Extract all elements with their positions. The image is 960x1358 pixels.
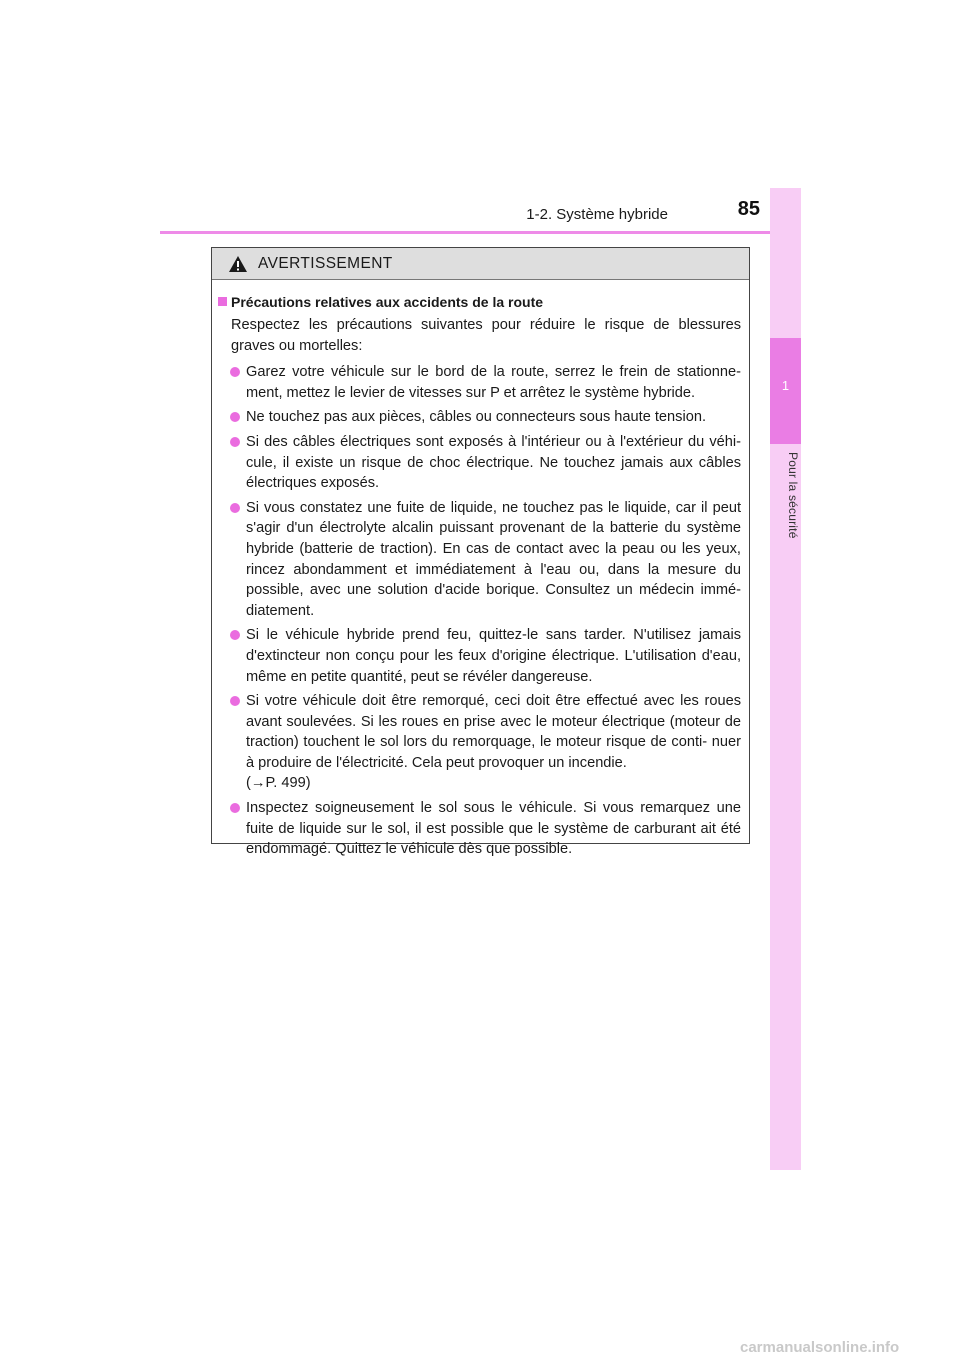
list-item-text: Garez votre véhicule sur le bord de la route, serrez le frein de stationne- ment, mettez le levier de vitesses sur P et arrêtez le système hybride. <box>246 364 741 401</box>
chapter-number: 1 <box>781 378 790 393</box>
watermark: carmanualsonline.info <box>740 1339 900 1356</box>
list-item-text <box>246 691 741 794</box>
page-reference-link[interactable]: (→P. 499) <box>246 775 311 792</box>
bullet-dot-icon <box>230 412 240 422</box>
warning-box <box>211 247 750 858</box>
bullet-dot-icon <box>230 367 240 377</box>
list-item <box>230 691 741 794</box>
list-item-text: Si le véhicule hybride prend feu, quittez-le sans tarder. N'utilisez jamais d'extincteur non conçu pour les feux d'origine électrique. L'utilisation d'eau, même en petite quantité, peut se révéler dangereuse. <box>246 627 741 685</box>
list-item-text: Inspectez soigneusement le sol sous le véhicule. Si vous remarquez une fuite de liquide sur le sol, il est possible que le système de carburant ait été endommagé. Quittez le véhicule dès que possible. <box>246 800 741 858</box>
section-intro: Respectez les précautions suivantes pour réduire le risque de blessures graves ou mortelles: <box>231 317 741 354</box>
list-item-text: Ne touchez pas aux pièces, câbles ou connecteurs sous haute tension. <box>246 409 706 426</box>
list-item <box>230 362 741 403</box>
bullet-dot-icon <box>230 437 240 447</box>
section-title: 1-2. Système hybride <box>526 206 668 223</box>
list-item <box>230 432 741 494</box>
bullet-dot-icon <box>230 803 240 813</box>
chapter-side-tab <box>770 188 801 1170</box>
warning-header <box>212 248 749 280</box>
warning-title: AVERTISSEMENT <box>258 254 393 272</box>
list-item-text: Si vous constatez une fuite de liquide, ne touchez pas le liquide, car il peut s'agir d'un électrolyte alcalin puissant provenant de la batterie du système hybride (batterie de traction). En cas de contact avec la peau ou les yeux, rincez abondamment et immédiatement à l'eau ou, dans la mesure du possible, avec une solution d'acide borique. Consultez un médecin immé- diatement. <box>246 499 741 619</box>
list-item-text: Si des câbles électriques sont exposés à l'intérieur ou à l'extérieur du véhi- cule, il existe un risque de choc électrique. Ne touchez jamais aux câbles électriques exposés. <box>246 433 741 492</box>
list-item <box>230 498 741 622</box>
list-item <box>230 407 741 428</box>
precaution-list <box>216 362 741 860</box>
header-divider <box>160 231 800 234</box>
bullet-dot-icon <box>230 630 240 640</box>
list-item <box>230 798 741 860</box>
square-bullet-icon <box>218 297 227 306</box>
bullet-dot-icon <box>230 503 240 513</box>
bullet-dot-icon <box>230 696 240 706</box>
list-item-body: Si votre véhicule doit être remorqué, ceci doit être effectué avec les roues avant soulevées. Si les roues en prise avec le moteur électrique (moteur de traction) touchent le sol lors du remorquage, le moteur risque de conti- nuer à produire de l'électricité. Cela peut provoquer un incendie. <box>246 693 741 771</box>
warning-triangle-icon <box>228 255 248 273</box>
warning-section <box>212 280 749 860</box>
section-heading-text: Précautions relatives aux accidents de la route <box>231 294 544 310</box>
chapter-label: Pour la sécurité <box>786 452 800 539</box>
section-heading <box>216 292 741 312</box>
list-item <box>230 625 741 687</box>
page-number: 85 <box>737 198 760 220</box>
